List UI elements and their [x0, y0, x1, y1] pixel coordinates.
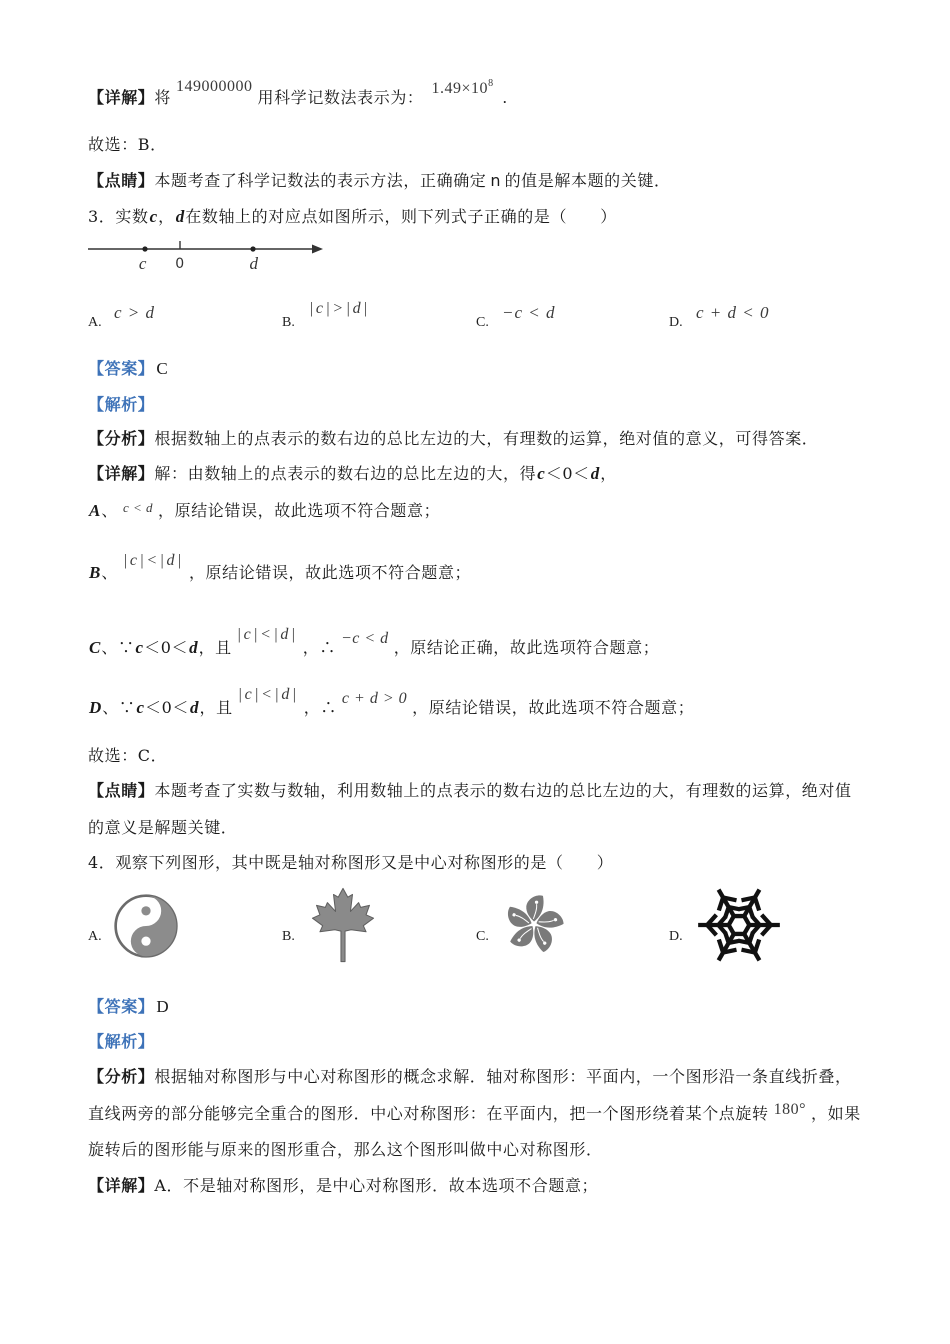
- number-line-arrow: [312, 245, 323, 254]
- comment-text-pre: 本题考查了科学记数法的表示方法，正确确定: [154, 171, 487, 190]
- item-c-formula-2: −c < d: [340, 630, 389, 647]
- sci-mantissa: 1.49×10: [431, 80, 489, 97]
- q4-stem: 4．观察下列图形，其中既是轴对称图形又是中心对称图形的是（ ）: [88, 853, 614, 872]
- item-d-formula-2: c + d > 0: [341, 690, 408, 707]
- comment-tag: 【点睛】: [88, 781, 155, 800]
- q3-comment-line-1: [88, 780, 852, 802]
- snowflake-shape: [700, 887, 777, 963]
- detail-relation: ＜0＜: [545, 464, 590, 483]
- q3-item-a: [88, 500, 440, 522]
- number-formula: 149000000: [176, 78, 253, 95]
- answer-value: D: [156, 997, 169, 1016]
- item-c-letter: C: [89, 638, 101, 657]
- detail-text: A．不是轴对称图形，是中心对称图形．故本选项不合题意；: [154, 1176, 599, 1195]
- point-d: [250, 246, 255, 251]
- answer-tag: 【答案】: [88, 359, 155, 378]
- item-d-result: ，原结论错误，故此选项不符合题意；: [412, 698, 695, 717]
- analysis-tag: 【解析】: [88, 395, 155, 414]
- yin-yang-icon: [113, 893, 179, 959]
- snowflake-arm: [700, 916, 728, 933]
- snowflake-core: [729, 916, 750, 934]
- item-c-var-d: d: [189, 638, 198, 657]
- number-line-label-zero: 0: [175, 256, 185, 272]
- item-b-result: ，原结论错误，故此选项不符合题意；: [188, 563, 472, 582]
- item-a-result: ，原结论错误，故此选项不符合题意；: [158, 501, 441, 520]
- reason-tag: 【分析】: [88, 429, 155, 448]
- q2-comment-line: [88, 170, 671, 192]
- number-line-label-c: c: [138, 254, 148, 273]
- maple-leaf-icon: [309, 887, 377, 963]
- q2-choice-line: 故选：B．: [88, 135, 167, 154]
- q4-option-d-label: D.: [669, 929, 683, 944]
- item-a-letter: A: [89, 501, 101, 520]
- q4-reason-line-1: [88, 1066, 852, 1088]
- reason-text-2-post: ，如果: [811, 1104, 861, 1123]
- item-c-sep: 、∵: [101, 638, 135, 657]
- q3-stem-var-d: d: [175, 207, 185, 226]
- item-d-therefore: ，∴: [303, 698, 337, 717]
- item-c-result: ，原结论正确，故此选项符合题意；: [393, 638, 660, 657]
- q3-detail-line: [88, 463, 617, 485]
- q4-option-c-label: C.: [476, 929, 489, 944]
- q4-option-a-label: A.: [88, 929, 102, 944]
- analysis-tag: 【解析】: [88, 1032, 155, 1051]
- detail-var-c: c: [537, 464, 545, 483]
- item-c-var-c: c: [135, 638, 144, 657]
- item-c-formula-1: |c|<|d|: [236, 626, 298, 643]
- detail-end: ，: [600, 464, 617, 483]
- detail-tag: 【详解】: [88, 1176, 155, 1195]
- detail-text-pre: 将: [154, 88, 172, 107]
- item-d-formula-1: |c|<|d|: [237, 686, 299, 703]
- q3-stem-var-c: c: [149, 207, 158, 226]
- item-c-therefore: ，∴: [302, 638, 336, 657]
- sci-exponent: 8: [488, 78, 494, 89]
- q3-comment-line-2: 的意义是解题关键．: [88, 818, 238, 837]
- item-d-relation: ＜0＜: [145, 698, 190, 717]
- snowflake-arm: [749, 916, 777, 933]
- q3-reason-line: [88, 428, 818, 450]
- item-d-var-c: c: [136, 698, 145, 717]
- number-line-label-d: d: [249, 254, 259, 273]
- yin-yang-dark-dot: [141, 906, 150, 915]
- petal-star: [535, 901, 538, 904]
- number-line: [80, 236, 330, 276]
- q3-option-c-formula: −c < d: [502, 303, 556, 322]
- q3-answer-line: [88, 358, 168, 380]
- item-d-and: ，且: [199, 698, 233, 717]
- answer-tag: 【答案】: [88, 997, 155, 1016]
- q3-stem-rest: 在数轴上的对应点如图所示，则下列式子正确的是（ ）: [185, 207, 617, 226]
- rotation-angle-formula: 180°: [773, 1101, 807, 1118]
- item-d-letter: D: [89, 698, 102, 717]
- point-c: [142, 246, 147, 251]
- q3-option-b-label: B.: [282, 315, 295, 330]
- yin-yang-light-dot: [141, 937, 150, 946]
- detail-end: .: [502, 88, 507, 107]
- q3-option-d-label: D.: [669, 315, 683, 330]
- comment-text-post: 的值是解本题的关键．: [504, 171, 671, 190]
- q4-option-b-label: B.: [282, 929, 295, 944]
- detail-text-mid: 用科学记数法表示为：: [257, 88, 424, 107]
- item-c-relation: ＜0＜: [144, 638, 189, 657]
- answer-value: C: [156, 359, 168, 378]
- snowflake-icon: [696, 882, 782, 968]
- detail-tag: 【详解】: [88, 88, 155, 107]
- reason-tag: 【分析】: [88, 1067, 155, 1086]
- q3-stem-number: 3．实数: [88, 207, 149, 226]
- detail-var-d: d: [590, 464, 600, 483]
- q4-analysis-line: [88, 1031, 154, 1053]
- q3-option-d-formula: c + d < 0: [696, 303, 770, 322]
- q3-stem-comma: ，: [158, 207, 175, 226]
- q3-analysis-line: [88, 394, 154, 416]
- q3-option-c-label: C.: [476, 315, 489, 330]
- q3-option-b-formula: |c|>|d|: [309, 300, 370, 317]
- reason-text-1: 根据轴对称图形与中心对称图形的概念求解．轴对称图形：平面内，一个图形沿一条直线折叠，: [154, 1067, 852, 1086]
- comment-text-1: 本题考查了实数与数轴，利用数轴上的点表示的数右边的总比左边的大，有理数的运算，绝对值: [154, 781, 852, 800]
- q4-answer-line: [88, 996, 169, 1018]
- item-b-formula: |c|<|d|: [122, 552, 184, 569]
- q3-stem: [88, 206, 617, 228]
- item-b-letter: B: [89, 563, 101, 582]
- q4-reason-line-2: [88, 1103, 861, 1125]
- q3-item-d: [88, 686, 695, 719]
- q3-choice-line: 故选：C．: [88, 746, 168, 765]
- reason-text: 根据数轴上的点表示的数右边的总比左边的大，有理数的运算，绝对值的意义，可得答案．: [154, 429, 819, 448]
- q3-option-a-formula: c > d: [114, 303, 156, 322]
- item-c-and: ，且: [198, 638, 232, 657]
- bauhinia-icon: [502, 891, 566, 957]
- comment-tag: 【点睛】: [88, 171, 155, 190]
- item-d-sep: 、∵: [102, 698, 136, 717]
- q3-item-b: [88, 552, 472, 584]
- scientific-notation-formula: [432, 78, 494, 100]
- item-b-sep: 、: [101, 563, 118, 582]
- comment-variable: n: [490, 171, 501, 190]
- item-a-formula: c < d: [122, 500, 153, 515]
- reason-text-2-pre: 直线两旁的部分能够完全重合的图形．中心对称图形：在平面内，把一个图形绕着某个点旋转: [88, 1104, 769, 1123]
- q2-detail-line: [88, 78, 507, 109]
- detail-tag: 【详解】: [88, 464, 155, 483]
- q4-detail-line: [88, 1175, 598, 1197]
- q3-item-c: [88, 626, 660, 659]
- q3-option-a-label: A.: [88, 315, 102, 330]
- detail-text: 解：由数轴上的点表示的数右边的总比左边的大，得: [154, 464, 537, 483]
- item-a-sep: 、: [101, 501, 118, 520]
- q4-reason-line-3: 旋转后的图形能与原来的图形重合，那么这个图形叫做中心对称图形．: [88, 1140, 603, 1159]
- item-d-var-d: d: [190, 698, 199, 717]
- maple-leaf-shape: [312, 888, 373, 961]
